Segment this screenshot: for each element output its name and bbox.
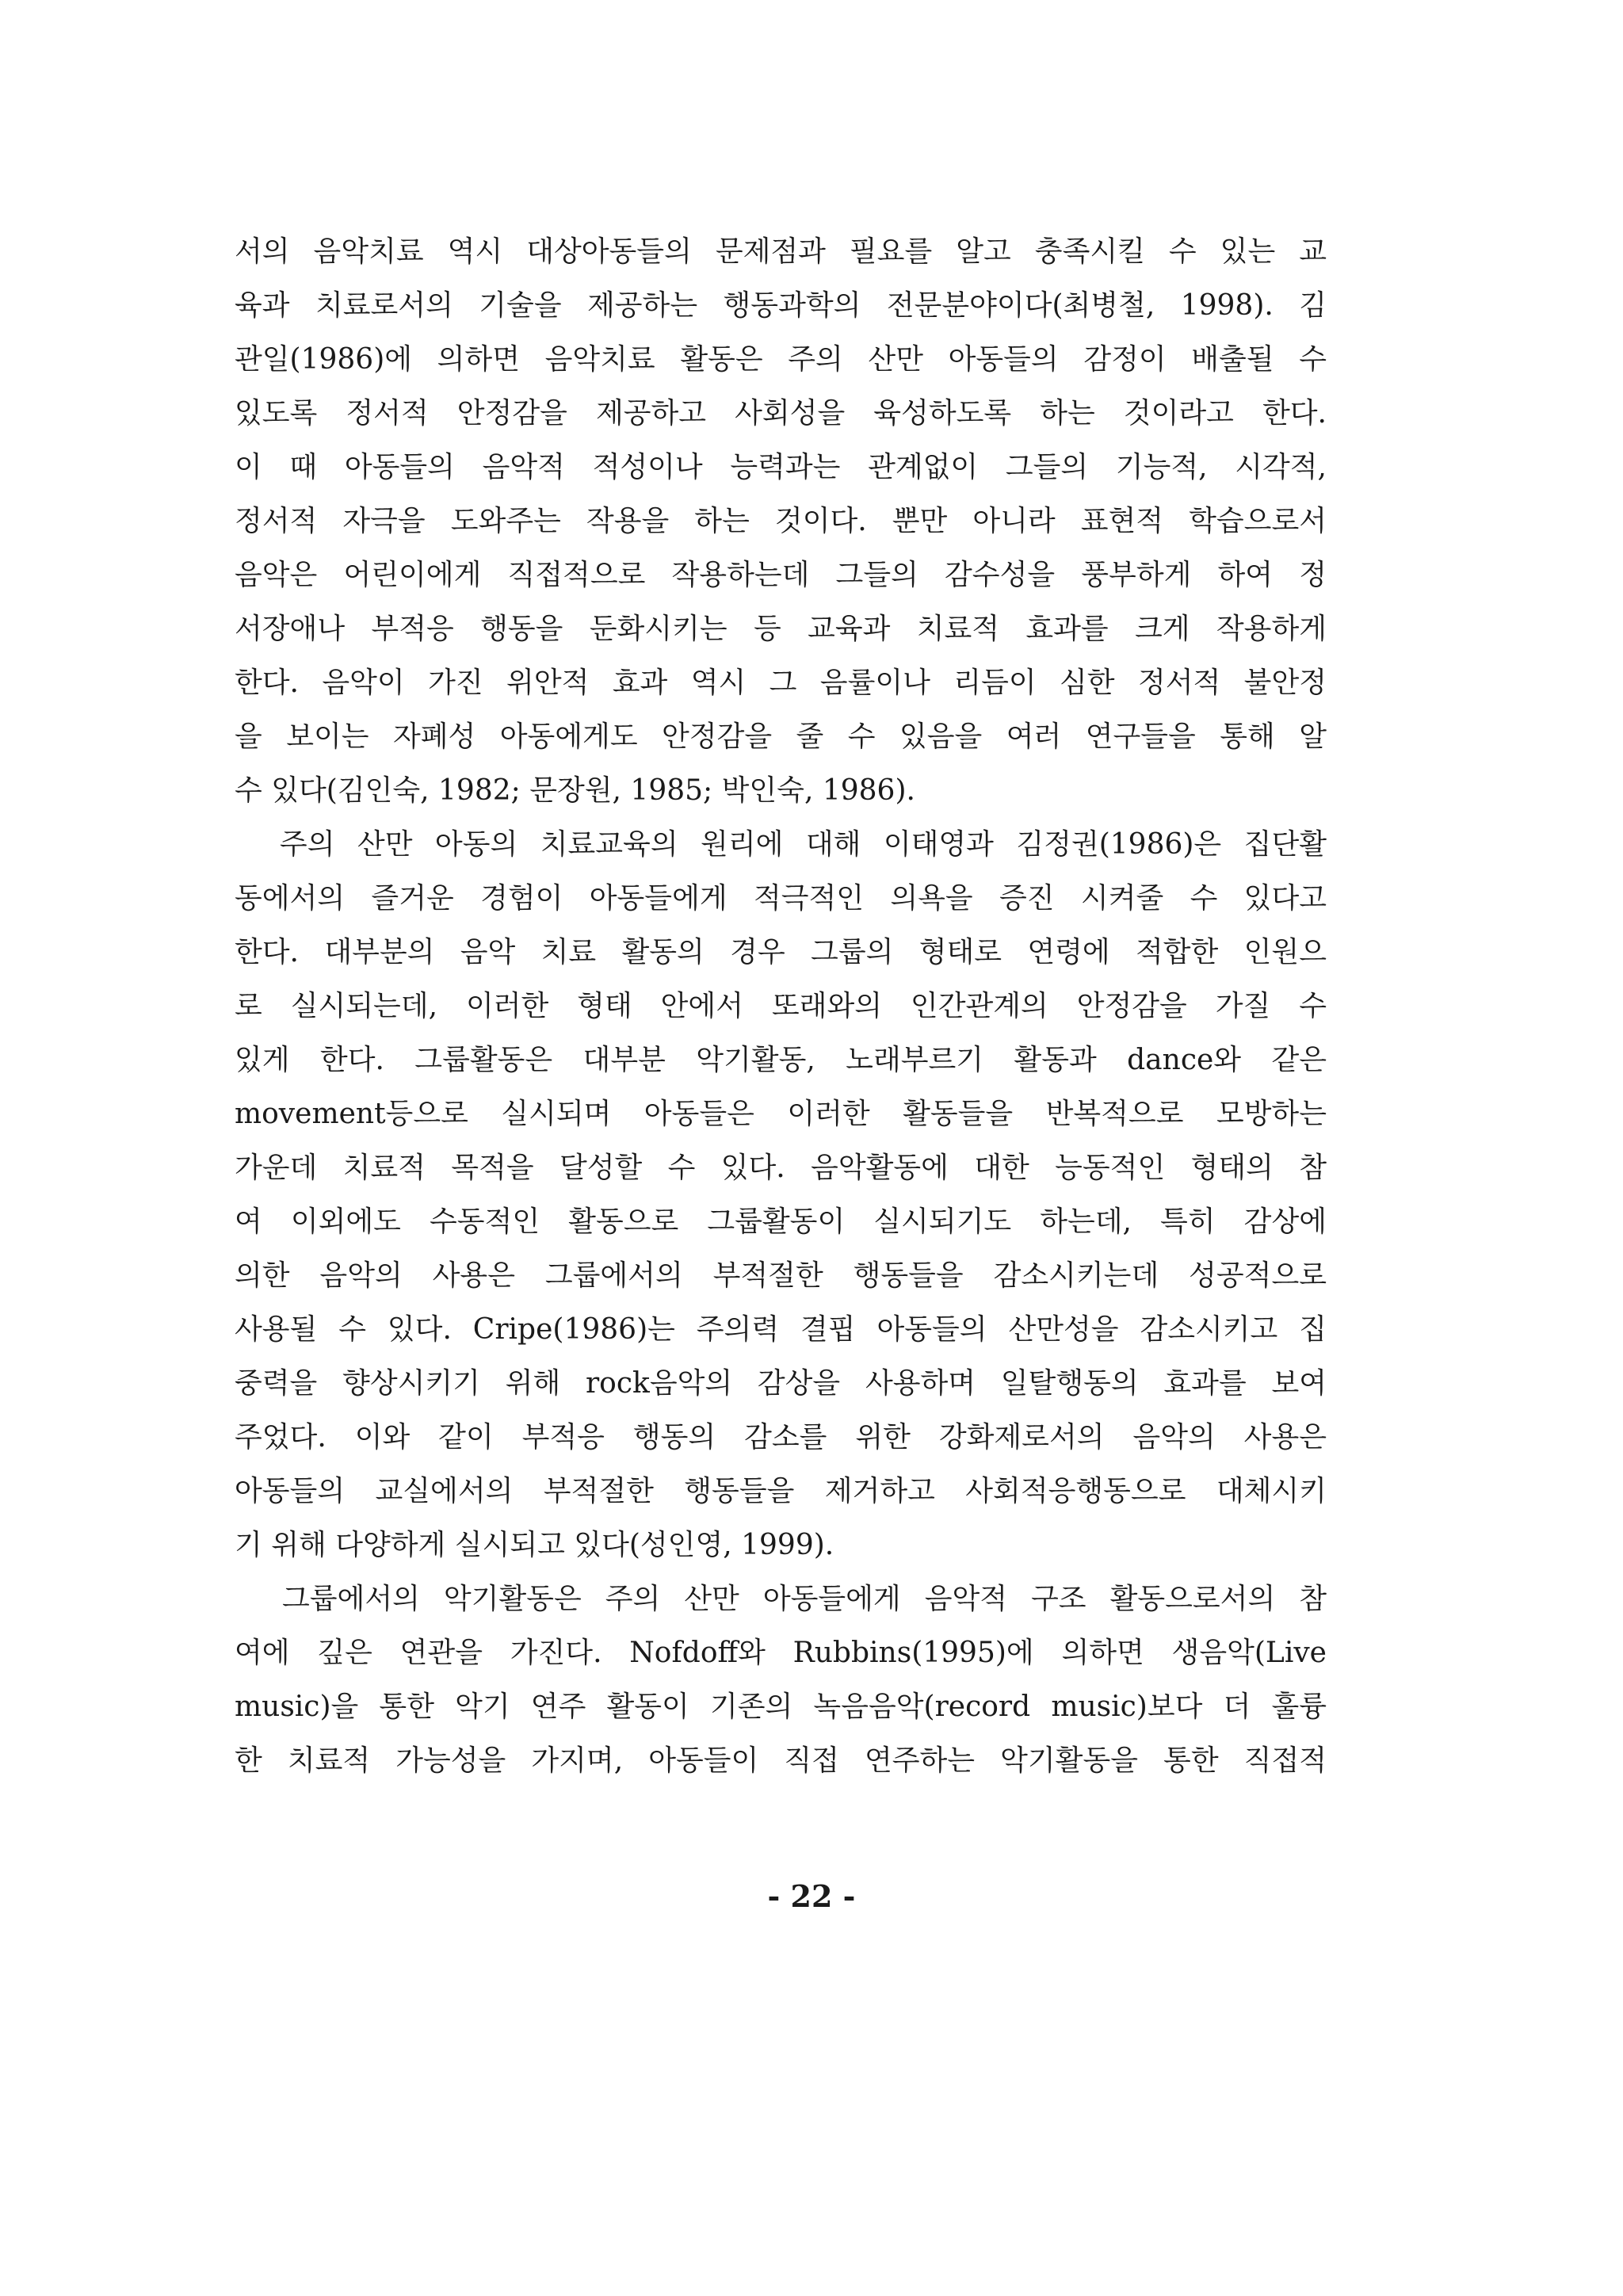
text-line: 여 이외에도 수동적인 활동으로 그룹활동이 실시되기도 하는데, 특히 감상에: [235, 1205, 1327, 1238]
text-line: 서의 음악치료 역시 대상아동들의 문제점과 필요를 알고 충족시킬 수 있는 교: [235, 235, 1327, 268]
text-line: 사용될 수 있다. Cripe(1986)는 주의력 결핍 아동들의 산만성을 감소시키고 집: [235, 1313, 1327, 1346]
text-line: 한다. 대부분의 음악 치료 활동의 경우 그룹의 형태로 연령에 적합한 인원으: [235, 936, 1327, 968]
text-line: 서장애나 부적응 행동을 둔화시키는 등 교육과 치료적 효과를 크게 작용하게: [235, 613, 1327, 645]
text-line: 로 실시되는데, 이러한 형태 안에서 또래와의 인간관계의 안정감을 가질 수: [235, 990, 1327, 1022]
text-line: 기 위해 다양하게 실시되고 있다(성인영, 1999).: [235, 1529, 834, 1561]
text-line: 그룹에서의 악기활동은 주의 산만 아동들에게 음악적 구조 활동으로서의 참: [235, 1583, 1327, 1615]
body-text: [235, 225, 1327, 1788]
text-line: music)을 통한 악기 연주 활동이 기존의 녹음음악(record music)보다 더 훌륭: [235, 1690, 1327, 1723]
text-line: 이 때 아동들의 음악적 적성이나 능력과는 관계없이 그들의 기능적, 시각적,: [235, 451, 1327, 483]
text-line: 아동들의 교실에서의 부적절한 행동들을 제거하고 사회적응행동으로 대체시키: [235, 1475, 1327, 1507]
text-line: 가운데 치료적 목적을 달성할 수 있다. 음악활동에 대한 능동적인 형태의 참: [235, 1152, 1327, 1184]
text-line: 주었다. 이와 같이 부적응 행동의 감소를 위한 강화제로서의 음악의 사용은: [235, 1421, 1327, 1454]
text-line: 음악은 어린이에게 직접적으로 작용하는데 그들의 감수성을 풍부하게 하여 정: [235, 559, 1327, 591]
text-line: 있게 한다. 그룹활동은 대부분 악기활동, 노래부르기 활동과 dance와 같은: [235, 1044, 1327, 1076]
text-line: 동에서의 즐거운 경험이 아동들에게 적극적인 의욕을 증진 시켜줄 수 있다고: [235, 882, 1327, 915]
text-line: 있도록 정서적 안정감을 제공하고 사회성을 육성하도록 하는 것이라고 한다.: [235, 397, 1327, 430]
text-line: 육과 치료로서의 기술을 제공하는 행동과학의 전문분야이다(최병철, 1998). 김: [235, 289, 1327, 322]
text-line: 을 보이는 자폐성 아동에게도 안정감을 줄 수 있음을 여러 연구들을 통해 알: [235, 720, 1327, 753]
text-line: 한 치료적 가능성을 가지며, 아동들이 직접 연주하는 악기활동을 통한 직접적: [235, 1744, 1327, 1777]
text-line: 여에 깊은 연관을 가진다. Nofdoff와 Rubbins(1995)에 의하면 생음악(Live: [235, 1637, 1327, 1669]
text-line: movement등으로 실시되며 아동들은 이러한 활동들을 반복적으로 모방하는: [235, 1098, 1327, 1130]
text-line: 한다. 음악이 가진 위안적 효과 역시 그 음률이나 리듬이 심한 정서적 불안정: [235, 667, 1327, 699]
text-line: 정서적 자극을 도와주는 작용을 하는 것이다. 뿐만 아니라 표현적 학습으로서: [235, 505, 1327, 537]
page-number: - 22 -: [767, 1878, 856, 1914]
text-line: 관일(1986)에 의하면 음악치료 활동은 주의 산만 아동들의 감정이 배출될 수: [235, 343, 1327, 376]
text-line: 중력을 향상시키기 위해 rock음악의 감상을 사용하며 일탈행동의 효과를 보여: [235, 1367, 1327, 1400]
text-line: 주의 산만 아동의 치료교육의 원리에 대해 이태영과 김정권(1986)은 집단활: [235, 828, 1327, 861]
text-line: 의한 음악의 사용은 그룹에서의 부적절한 행동들을 감소시키는데 성공적으로: [235, 1259, 1327, 1292]
text-line: 수 있다(김인숙, 1982; 문장원, 1985; 박인숙, 1986).: [235, 774, 915, 807]
